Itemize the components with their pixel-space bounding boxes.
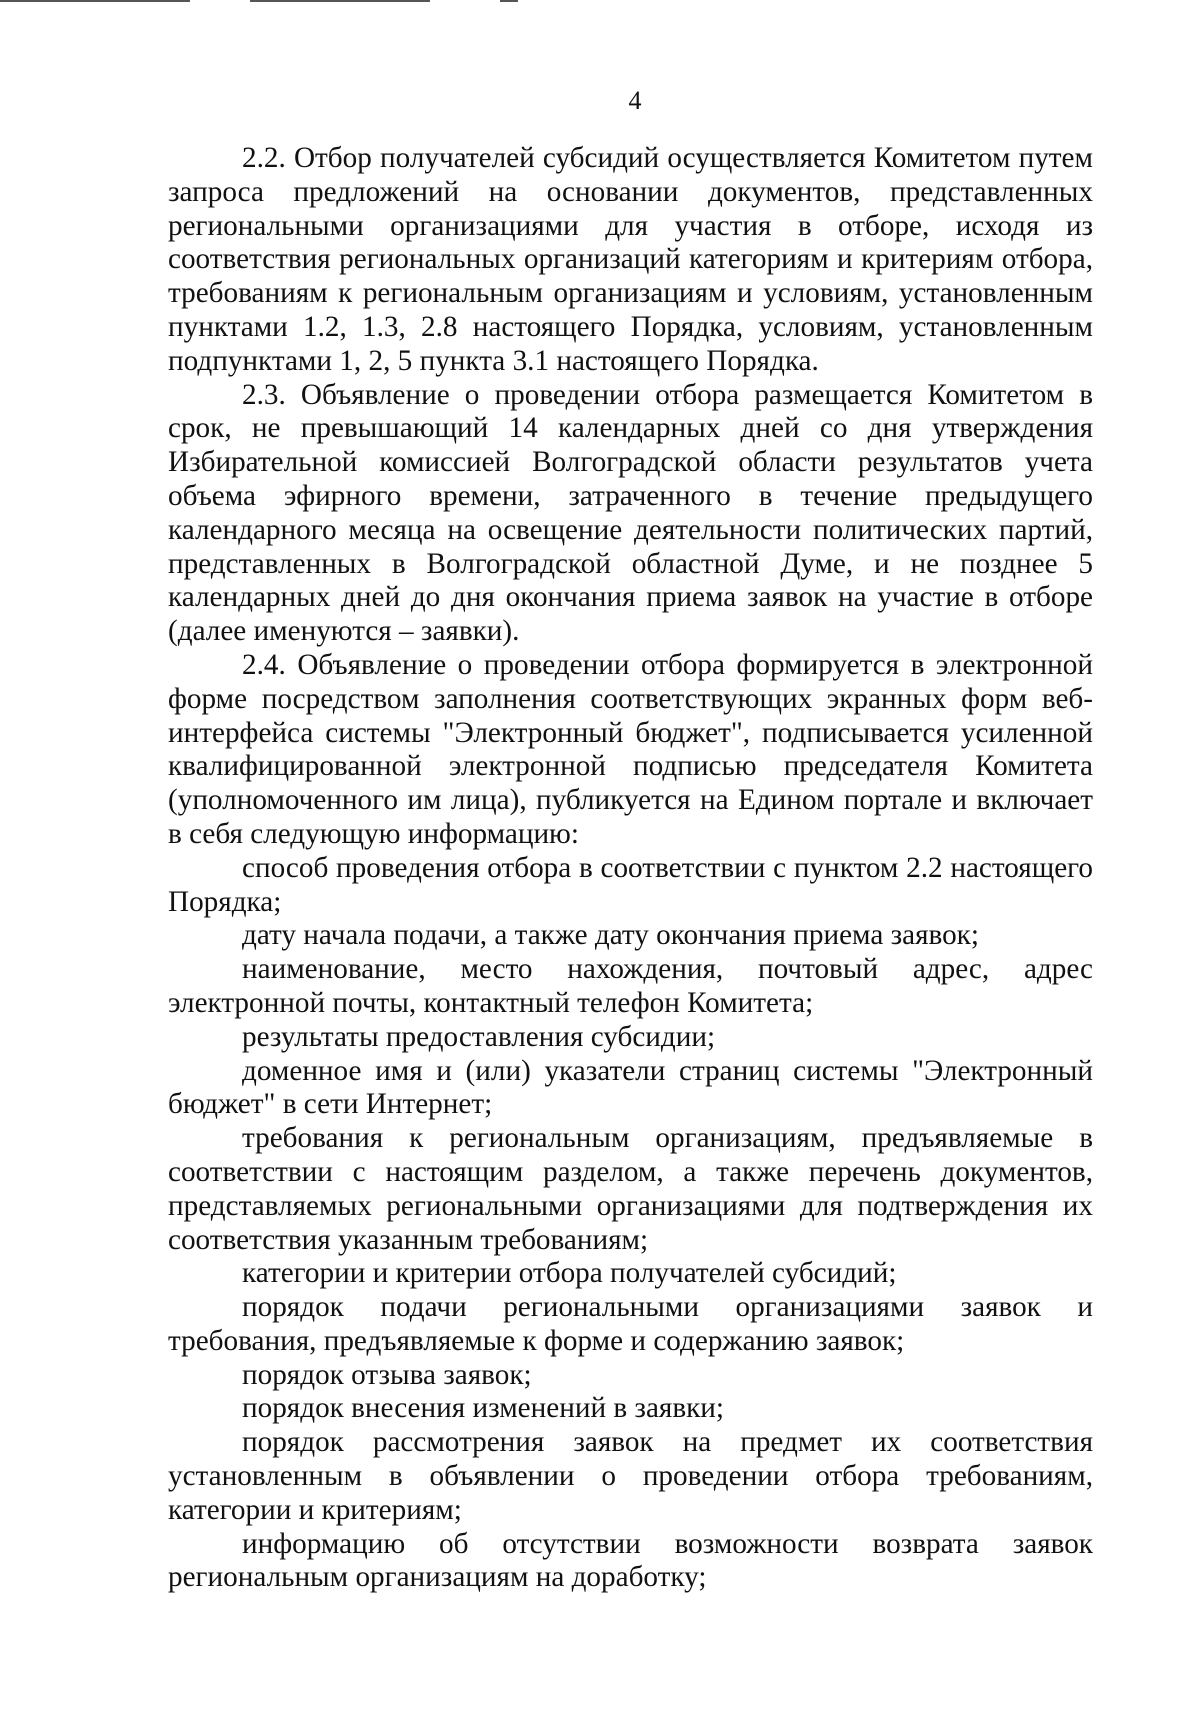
list-item-contacts: наименование, место нахождения, почтовый адрес, адрес электронной почты, контактный телефон Комитета; xyxy=(168,953,1093,1019)
list-item-withdrawal: порядок отзыва заявок; xyxy=(242,1358,532,1391)
list-item-method: способ проведения отбора в соответствии с пунктом 2.2 настоящего Порядка; xyxy=(168,851,1093,918)
page-number: 4 xyxy=(628,86,642,115)
list-item-submission: порядок подачи региональными организациями заявок и требования, предъявляемые к форме и содержанию заявок; xyxy=(168,1291,1093,1357)
list-item-dates: дату начала подачи, а также дату окончания приема заявок; xyxy=(242,919,979,952)
scan-edge-line xyxy=(250,0,430,2)
list-item-review: порядок рассмотрения заявок на предмет их соответствия установленным в объявлении о проведении отбора требованиям, категории и критериям; xyxy=(168,1426,1093,1526)
list-item-requirements: требования к региональным организациям, предъявляемые в соответствии с настоящим разделом, а также перечень документов, представляемых региональными организациями для подтверждения их соответствия указанным требованиям; xyxy=(168,1122,1093,1256)
paragraph-2-3: 2.3. Объявление о проведении отбора размещается Комитетом в срок, не превышающий 14 календарных дней со дня утверждения Избирательной комиссией Волгоградской области результатов учета объема эфирного времени, затраченного в течение предыдущего календарного месяца на освещение деятельности политических партий, представленных в Волгоградской областной Думе, и не позднее 5 календарных дней до дня окончания приема заявок на участие в отборе (далее именуются – заявки). xyxy=(168,378,1093,648)
paragraph-2-4: 2.4. Объявление о проведении отбора формируется в электронной форме посредством заполнения соответствующих экранных форм веб-интерфейса системы "Электронный бюджет", подписывается усиленной квалифицированной электронной подписью председателя Комитета (уполномоченного им лица), публикуется на Едином портале и включает в себя следующую информацию: xyxy=(168,648,1093,850)
scan-edge-line xyxy=(0,0,190,2)
list-item-criteria: категории и критерии отбора получателей субсидий; xyxy=(242,1257,897,1290)
paragraph-2-2: 2.2. Отбор получателей субсидий осуществляется Комитетом путем запроса предложений на основании документов, представленных региональными организациями для участия в отборе, исходя из соответствия региональных организаций категориям и критериям отбора, требованиям к региональным организациям и условиям, установленным пунктами 1.2, 1.3, 2.8 настоящего Порядка, условиям, установленным подпунктами 1, 2, 5 пункта 3.1 настоящего Порядка. xyxy=(168,142,1093,377)
list-item-results: результаты предоставления субсидии; xyxy=(242,1020,716,1053)
scan-edge-line xyxy=(500,0,518,2)
list-item-changes: порядок внесения изменений в заявки; xyxy=(242,1392,725,1425)
list-item-domain: доменное имя и (или) указатели страниц системы "Электронный бюджет" в сети Интернет; xyxy=(168,1054,1093,1121)
list-item-no-return: информацию об отсутствии возможности возврата заявок региональным организациям на доработку; xyxy=(168,1527,1093,1594)
document-body xyxy=(168,142,1093,1595)
